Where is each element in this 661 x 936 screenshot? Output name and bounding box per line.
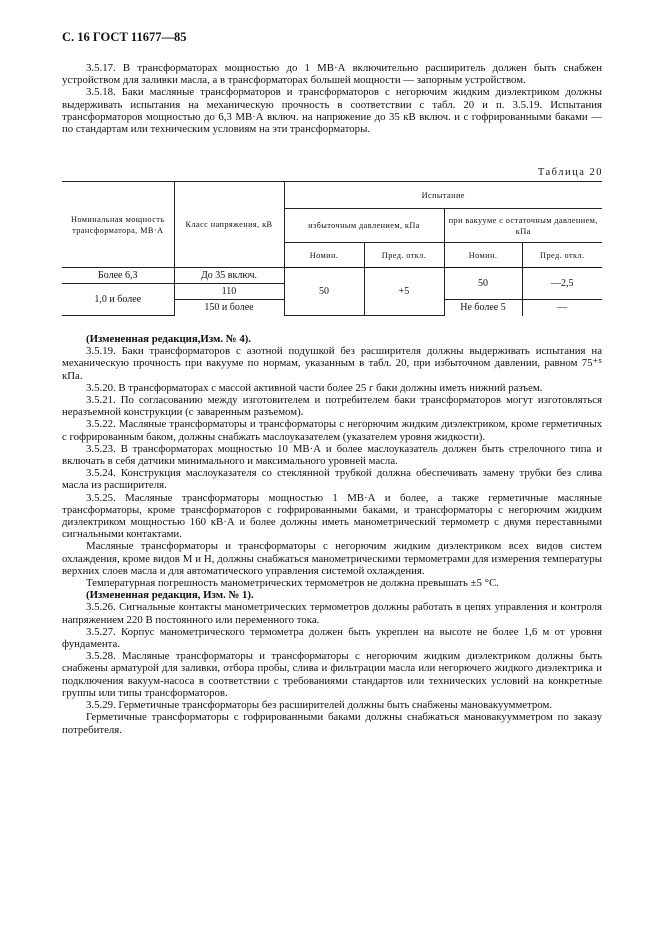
header-power: Номинальная мощность трансформатора, МВ·А [62,182,174,268]
paragraph: 3.5.28. Масляные трансформаторы и трансформаторы с негорючим жидким диэлектриком должны быть снабжены арматурой для заливки, отбора пробы, слива и фильтрации масла или негорючего жидкого диэлектрика и подключения вакуум-насоса в соответствии с требованиями стандартов или технических условий на конкретные группы или типы трансформаторов. [62,650,602,699]
header-overpressure: избыточным давлением, кПа [284,209,444,243]
paragraph: Герметичные трансформаторы с гофрированными баками должны снабжаться мановакуумметром по заказу потребителя. [62,711,602,736]
page-header: С. 16 ГОСТ 11677—85 [62,30,187,44]
paragraph: 3.5.26. Сигнальные контакты манометрических термометров должны работать в цепях управления и контроля напряжением 220 В постоянного или переменного тока. [62,601,602,626]
paragraph-3-5-17: 3.5.17. В трансформаторах мощностью до 1 МВ·А включительно расширитель должен быть снабжен устройством для заливки масла, а в трансформаторах большей мощности — запорным устройством. [62,62,602,87]
cell-power-r1: Более 6,3 [62,268,174,284]
text-block-bottom [62,333,602,736]
paragraph: 3.5.23. В трансформаторах мощностью 10 МВ·А и более маслоуказатель должен быть стрелочного типа и включать в себя датчики минимального и максимального уровней масла. [62,442,602,468]
paragraph: 3.5.22. Масляные трансформаторы и трансформаторы с негорючим жидким диэлектриком, кроме герметичных с гофрированным баком, должны снабжать маслоуказателем (указателем уровня жидкости). [62,418,602,443]
paragraph: Масляные трансформаторы и трансформаторы с негорючим жидким диэлектриком всех видов систем охлаждения, кроме видов М и Н, должны снабжаться манометрическими термометрами для измерения температуры верхних слоев масла и для автоматического управления системой охлаждения. [62,540,602,577]
amendment-note: (Измененная редакция,Изм. № 4). [86,333,252,345]
paragraph: 3.5.25. Масляные трансформаторы мощностью 1 МВ·А и более, а также герметичные масляные трансформаторы, кроме трансформаторов с гофрированными баками, и трансформаторы с негорючим жидким диэлектриком мощностью 160 кВ·А и более должны иметь манометрический термометр с двумя переставными сигнальными контактами. [62,491,602,541]
paragraph: 3.5.21. По согласованию между изготовителем и потребителем баки трансформаторов могут изготовляться неразъемной конструкции (с заваренным разъемом). [62,394,602,419]
header-vacuum: при вакууме с остаточным давлением, кПа [444,209,602,243]
cell-vac-dev-b: — [522,300,602,316]
text-block-top [62,62,602,135]
table-caption: Таблица 20 [537,167,603,178]
paragraph: Температурная погрешность манометрических термометров не должна превышать ±5 °С. [86,577,499,590]
cell-power-r2: 1,0 и более [62,284,174,316]
cell-over-dev: +5 [364,268,444,316]
cell-vac-nom-b: Не более 5 [444,300,522,316]
cell-voltage-r1: До 35 включ. [174,268,284,284]
paragraph: 3.5.29. Герметичные трансформаторы без расширителей должны быть снабжены мановакуумметром. [86,699,553,712]
paragraph: 3.5.24. Конструкция маслоуказателя со стеклянной трубкой должна обеспечивать замену трубки без слива масла из расширителя. [62,467,602,492]
header-voltage: Класс напряжения, кВ [174,182,284,268]
header-test: Испытание [284,182,602,209]
paragraph: 3.5.19. Баки трансформаторов с азотной подушкой без расширителя должны выдерживать испытания на механическую прочность при вакууме по нормам, указанным в табл. 20, при избыточном давлении, равном 75⁺⁵ кПа. [62,345,602,382]
amendment-note: (Измененная редакция, Изм. № 1). [86,589,254,602]
header-nom-vac: Номин. [444,243,522,268]
cell-voltage-r2: 110 [174,284,284,300]
cell-vac-dev-a: —2,5 [522,268,602,300]
paragraph: 3.5.20. В трансформаторах с массой активной части более 25 г баки должны иметь нижний разъем. [86,381,543,394]
cell-voltage-r3: 150 и более [174,300,284,316]
cell-vac-nom-a: 50 [444,268,522,300]
table-20 [62,181,602,316]
header-dev-vac: Пред. откл. [522,243,602,268]
header-nom-over: Номин. [284,243,364,268]
paragraph-3-5-18: 3.5.18. Баки масляные трансформаторов и трансформаторов с негорючим жидким диэлектриком должны выдерживать испытания на механическую прочность в соответствии с табл. 20 и п. 3.5.19. Испытания трансформаторов мощностью до 6,3 МВ·А включ. на напряжение до 35 кВ включ. и с гофрированными баками — по стандартам или техническим условиям на эти трансформаторы. [62,86,602,136]
cell-over-nom: 50 [284,268,364,316]
header-dev-over: Пред. откл. [364,243,444,268]
paragraph: 3.5.27. Корпус манометрического термометра должен быть укреплен на высоте не более 1,6 м от уровня фундамента. [62,625,602,651]
